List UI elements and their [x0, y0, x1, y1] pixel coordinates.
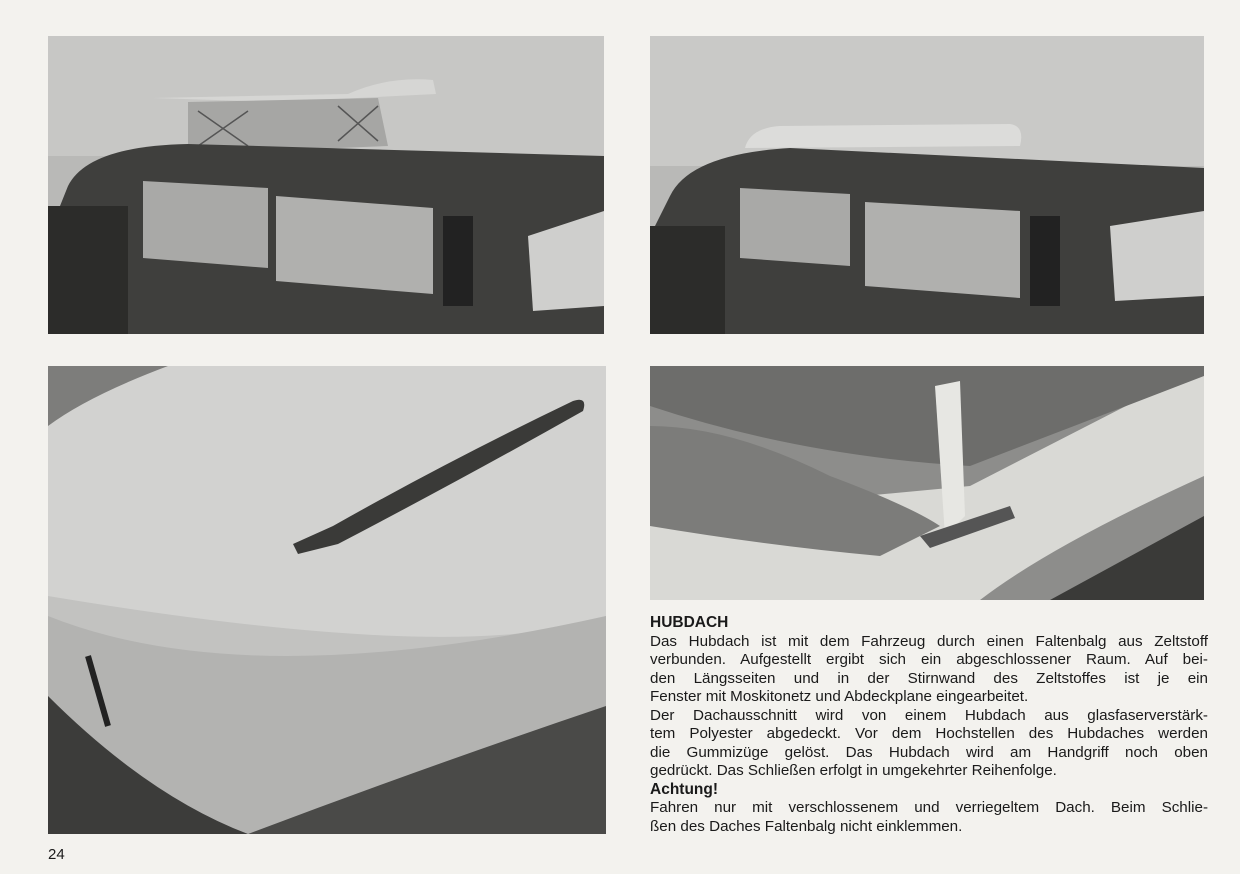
- body-line-4: Fenster mit Moskitonetz und Abdeckplane eingearbeitet.: [650, 688, 1029, 705]
- photo-van-roof-raised: [48, 36, 604, 334]
- photo-roof-latch: [650, 366, 1204, 600]
- body-line-6: tem Polyester abgedeckt. Vor dem Hochstellen des Hubdaches werden: [650, 725, 1208, 742]
- body-line-3: den Längsseiten und in der Stirnwand des Zeltstoffes ist je ein: [650, 669, 1208, 687]
- body-line-2: verbunden. Aufgestellt ergibt sich ein abgeschlossener Raum. Auf bei-: [650, 651, 1208, 668]
- warning-body: [650, 799, 1208, 836]
- page-number: 24: [48, 846, 65, 863]
- warning-title: Achtung!: [650, 780, 719, 798]
- warning-line-1: Fahren nur mit verschlossenem und verriegeltem Dach. Beim Schlie-: [650, 799, 1208, 816]
- warning-line-2: ßen des Daches Faltenbalg nicht einklemmen.: [650, 817, 963, 835]
- photo-van-roof-closed: [650, 36, 1204, 334]
- body-line-7: die Gummizüge gelöst. Das Hubdach wird am Handgriff noch oben: [650, 743, 1208, 761]
- body-line-8: gedrückt. Das Schließen erfolgt in umgekehrter Reihenfolge.: [650, 762, 1057, 779]
- body-line-1: Das Hubdach ist mit dem Fahrzeug durch einen Faltenbalg aus Zeltstoff: [650, 632, 1208, 650]
- text-section: [650, 614, 1208, 836]
- body-line-5: Der Dachausschnitt wird von einem Hubdach aus glasfaserverstärk-: [650, 706, 1208, 724]
- section-body: [650, 633, 1208, 781]
- photo-roof-handle: [48, 366, 606, 834]
- section-title: HUBDACH: [650, 614, 729, 631]
